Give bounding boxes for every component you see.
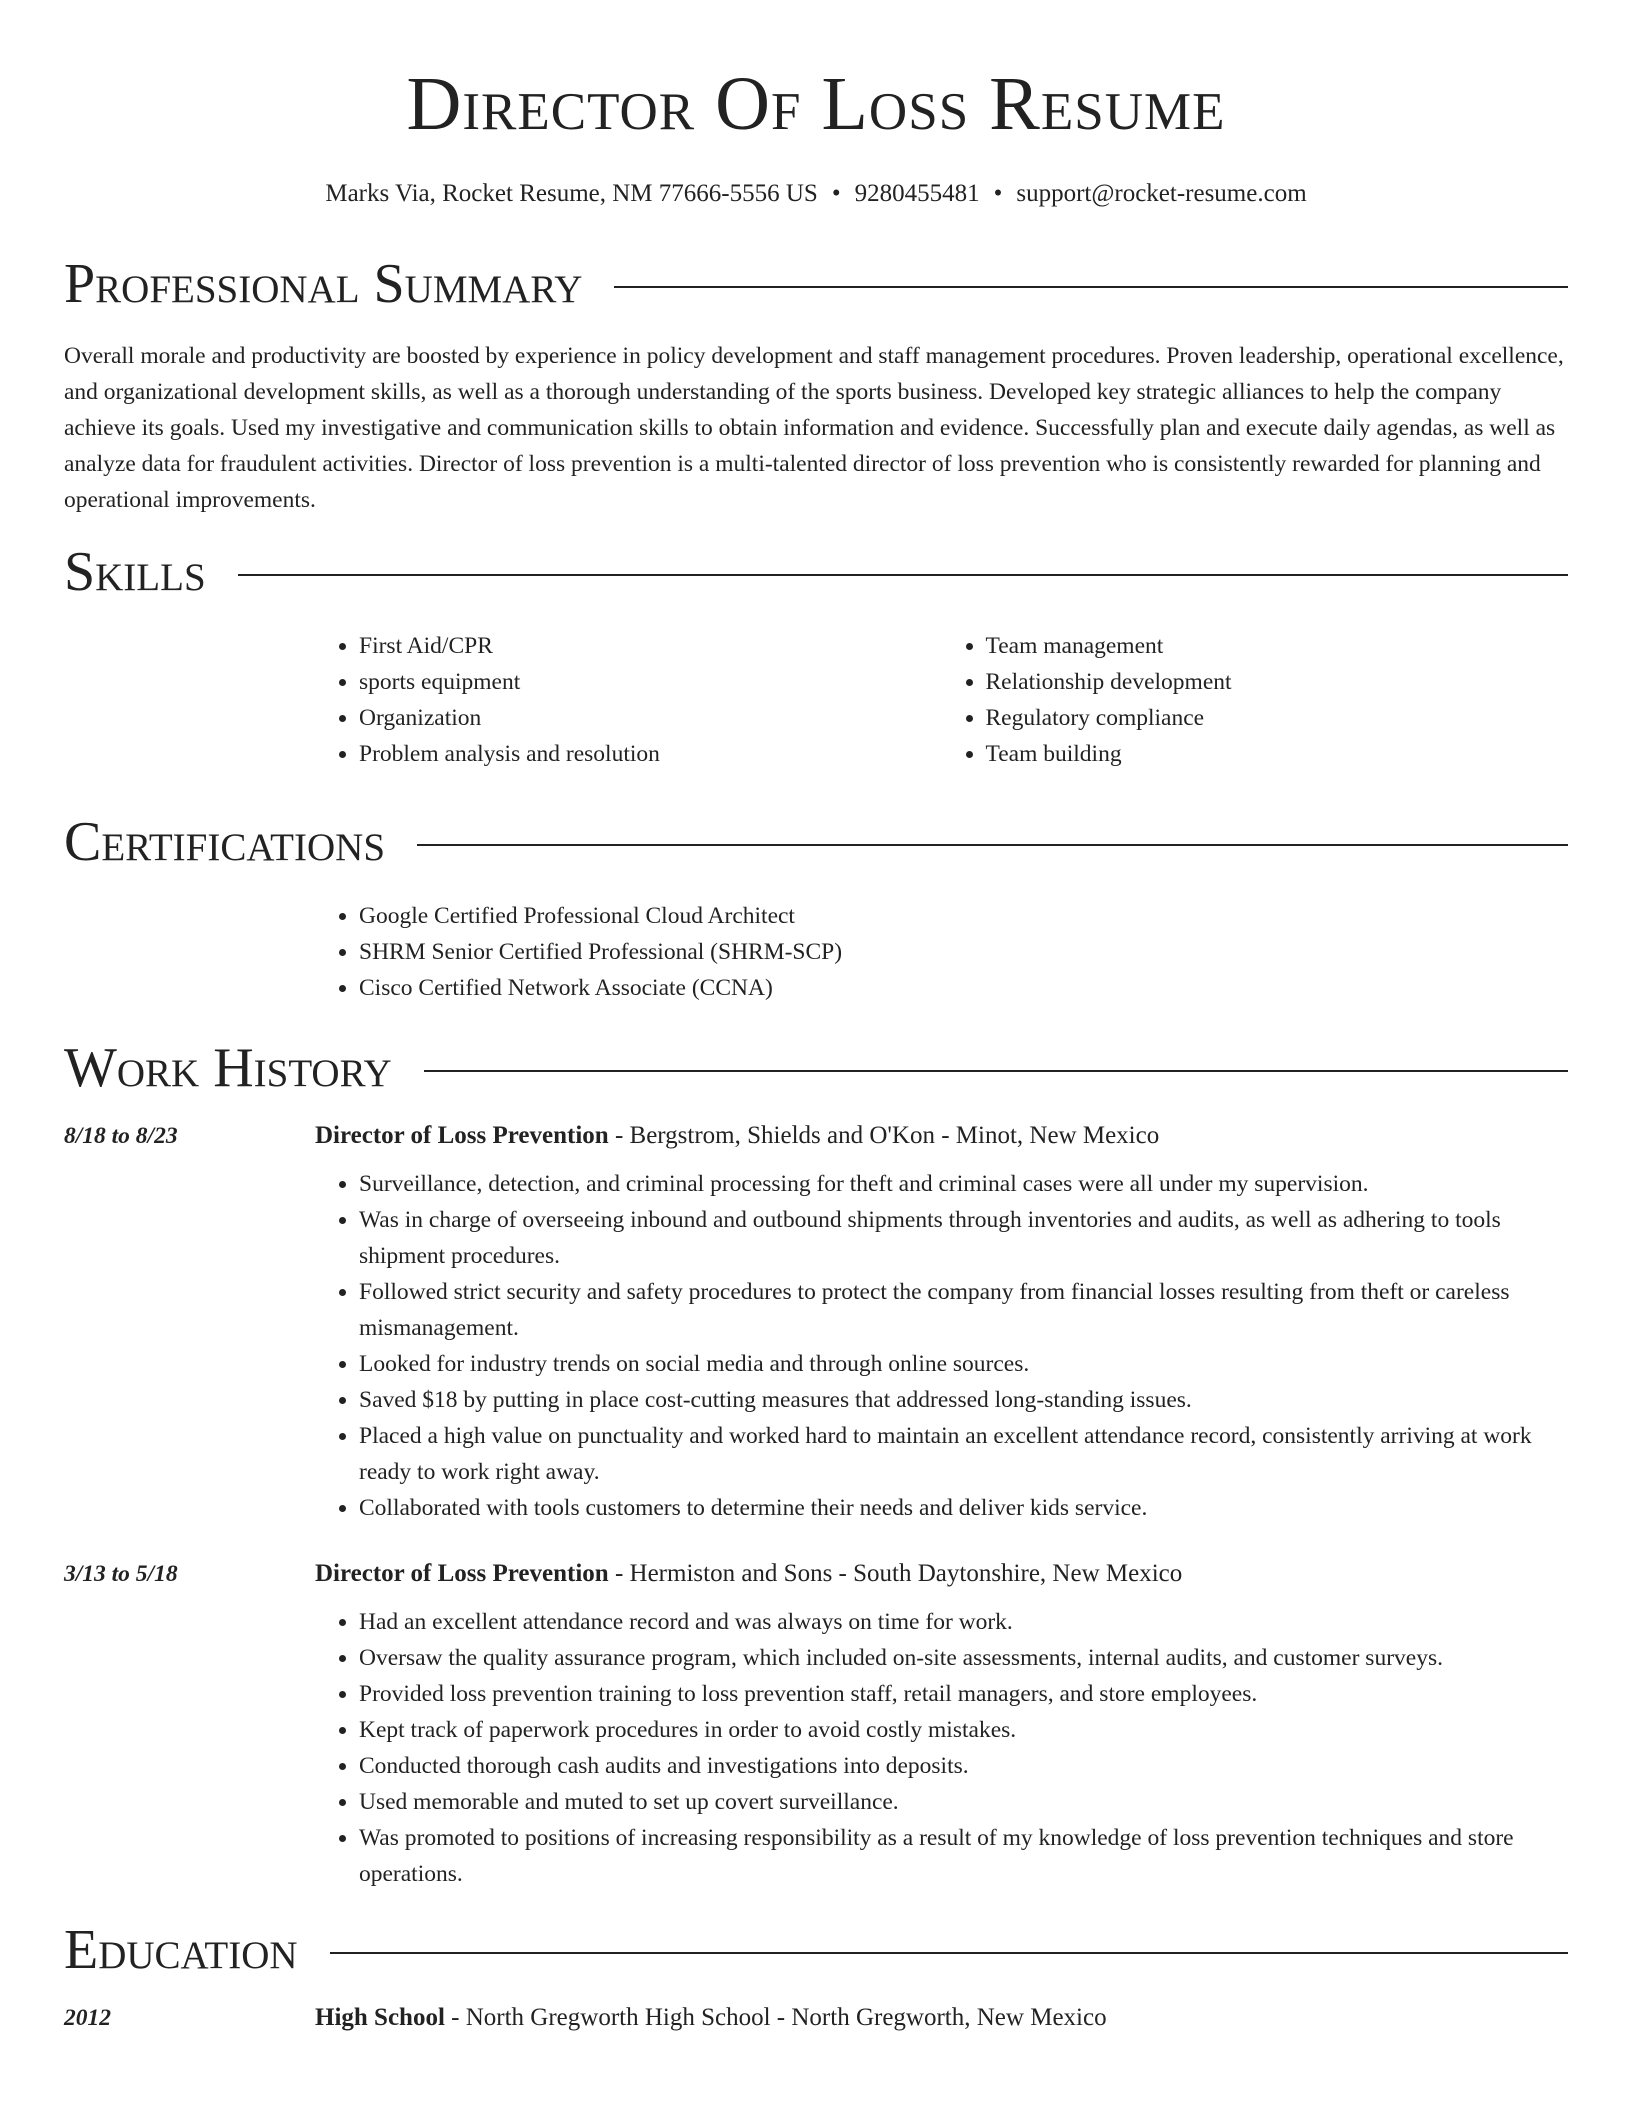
skills-list-left [315, 628, 942, 772]
summary-section-header [64, 253, 1568, 315]
education-line [315, 2004, 1107, 2032]
job-role: Director of Loss Prevention [315, 1122, 609, 1149]
job-entry [64, 1122, 1568, 1526]
contact-address: Marks Via, Rocket Resume, NM 77666-5556 US [325, 180, 818, 207]
job-bullet: • Surveillance, detection, and criminal processing for theft and criminal cases were all under my supervision. [359, 1166, 1568, 1202]
section-divider [417, 844, 1568, 846]
summary-text: Overall morale and productivity are boosted by experience in policy development and staff management procedures. Proven leadership, operational excellence, and organizational development skills, as well as a thorough understanding of the sports business. Developed key strategic alliances to help the company achieve its goals. Used my investigative and communication skills to obtain information and evidence. Successfully plan and execute daily agendas, as well as analyze data for fraudulent activities. Director of loss prevention is a multi-talented director of loss prevention who is consistently rewarded for planning and operational improvements. [64, 343, 1564, 513]
job-bullet: • Followed strict security and safety procedures to protect the company from financial losses resulting from theft or careless mismanagement. [359, 1274, 1568, 1346]
skills-grid [315, 628, 1568, 772]
job-header [64, 1122, 1568, 1150]
job-bullet: • Saved $18 by putting in place cost-cutting measures that addressed long-standing issues. [359, 1382, 1568, 1418]
certifications-section-header [64, 811, 1568, 873]
job-bullets [315, 1604, 1568, 1892]
job-dates: 8/18 to 8/23 [64, 1123, 178, 1149]
skills-heading: Skills [64, 541, 206, 603]
job-bullets-block [315, 1604, 1568, 1892]
section-divider [238, 574, 1568, 576]
job-bullet: • Kept track of paperwork procedures in order to avoid costly mistakes. [359, 1712, 1568, 1748]
certification-item: • Google Certified Professional Cloud Architect [359, 898, 1568, 934]
certification-item: • SHRM Senior Certified Professional (SHRM-SCP) [359, 934, 1568, 970]
skill-item: • Team management [986, 628, 1569, 664]
skills-section-header [64, 541, 1568, 603]
education-degree: High School [315, 2004, 445, 2031]
summary-heading: Professional Summary [64, 253, 583, 315]
work-heading: Work History [64, 1037, 392, 1099]
job-role: Director of Loss Prevention [315, 1560, 609, 1587]
skill-item: • Problem analysis and resolution [359, 736, 942, 772]
education-section-header [64, 1919, 1568, 1981]
job-details: - Hermiston and Sons - South Daytonshire, New Mexico [608, 1560, 1183, 1587]
certifications-heading: Certifications [64, 811, 386, 873]
section-divider [424, 1070, 1568, 1072]
contact-email: support@rocket-resume.com [1016, 180, 1307, 207]
education-details: - North Gregworth High School - North Gregworth, New Mexico [444, 2004, 1107, 2031]
certifications-list [315, 898, 1568, 1006]
job-bullet: • Looked for industry trends on social media and through online sources. [359, 1346, 1568, 1382]
skills-list-right [942, 628, 1569, 772]
certifications-block [315, 898, 1568, 1006]
certification-item: • Cisco Certified Network Associate (CCNA) [359, 970, 1568, 1006]
contact-separator: • [831, 180, 841, 207]
job-bullet: • Provided loss prevention training to loss prevention staff, retail managers, and store employees. [359, 1676, 1568, 1712]
job-details: - Bergstrom, Shields and O'Kon - Minot, New Mexico [608, 1122, 1160, 1149]
contact-phone: 9280455481 [854, 180, 980, 207]
job-dates: 3/13 to 5/18 [64, 1561, 178, 1587]
skill-item: • Team building [986, 736, 1569, 772]
education-header [64, 2004, 1568, 2032]
job-bullets-block [315, 1166, 1568, 1526]
job-bullets [315, 1166, 1568, 1526]
job-bullet: • Conducted thorough cash audits and investigations into deposits. [359, 1748, 1568, 1784]
work-section-header [64, 1037, 1568, 1099]
skill-item: • Relationship development [986, 664, 1569, 700]
resume-title: Director Of Loss Resume [406, 62, 1226, 146]
skill-item: • Regulatory compliance [986, 700, 1569, 736]
job-title-line [315, 1122, 1159, 1150]
job-header [64, 1560, 1568, 1588]
contact-line [64, 180, 1568, 208]
contact-separator: • [993, 180, 1003, 207]
section-divider [330, 1952, 1568, 1954]
job-bullet: • Was promoted to positions of increasing responsibility as a result of my knowledge of loss prevention techniques and store operations. [359, 1820, 1568, 1892]
skill-item: • Organization [359, 700, 942, 736]
skill-item: • sports equipment [359, 664, 942, 700]
job-bullet: • Oversaw the quality assurance program, which included on-site assessments, internal audits, and customer surveys. [359, 1640, 1568, 1676]
job-entry [64, 1560, 1568, 1892]
section-divider [614, 286, 1568, 288]
education-heading: Education [64, 1919, 298, 1981]
job-bullet: • Was in charge of overseeing inbound and outbound shipments through inventories and audits, as well as adhering to tools shipment procedures. [359, 1202, 1568, 1274]
job-bullet: • Placed a high value on punctuality and worked hard to maintain an excellent attendance record, consistently arriving at work ready to work right away. [359, 1418, 1568, 1490]
job-title-line [315, 1560, 1182, 1588]
job-bullet: • Had an excellent attendance record and was always on time for work. [359, 1604, 1568, 1640]
job-bullet: • Collaborated with tools customers to determine their needs and deliver kids service. [359, 1490, 1568, 1526]
job-bullet: • Used memorable and muted to set up covert surveillance. [359, 1784, 1568, 1820]
skill-item: • First Aid/CPR [359, 628, 942, 664]
education-year: 2012 [64, 2005, 111, 2031]
education-entry [64, 2004, 1568, 2032]
